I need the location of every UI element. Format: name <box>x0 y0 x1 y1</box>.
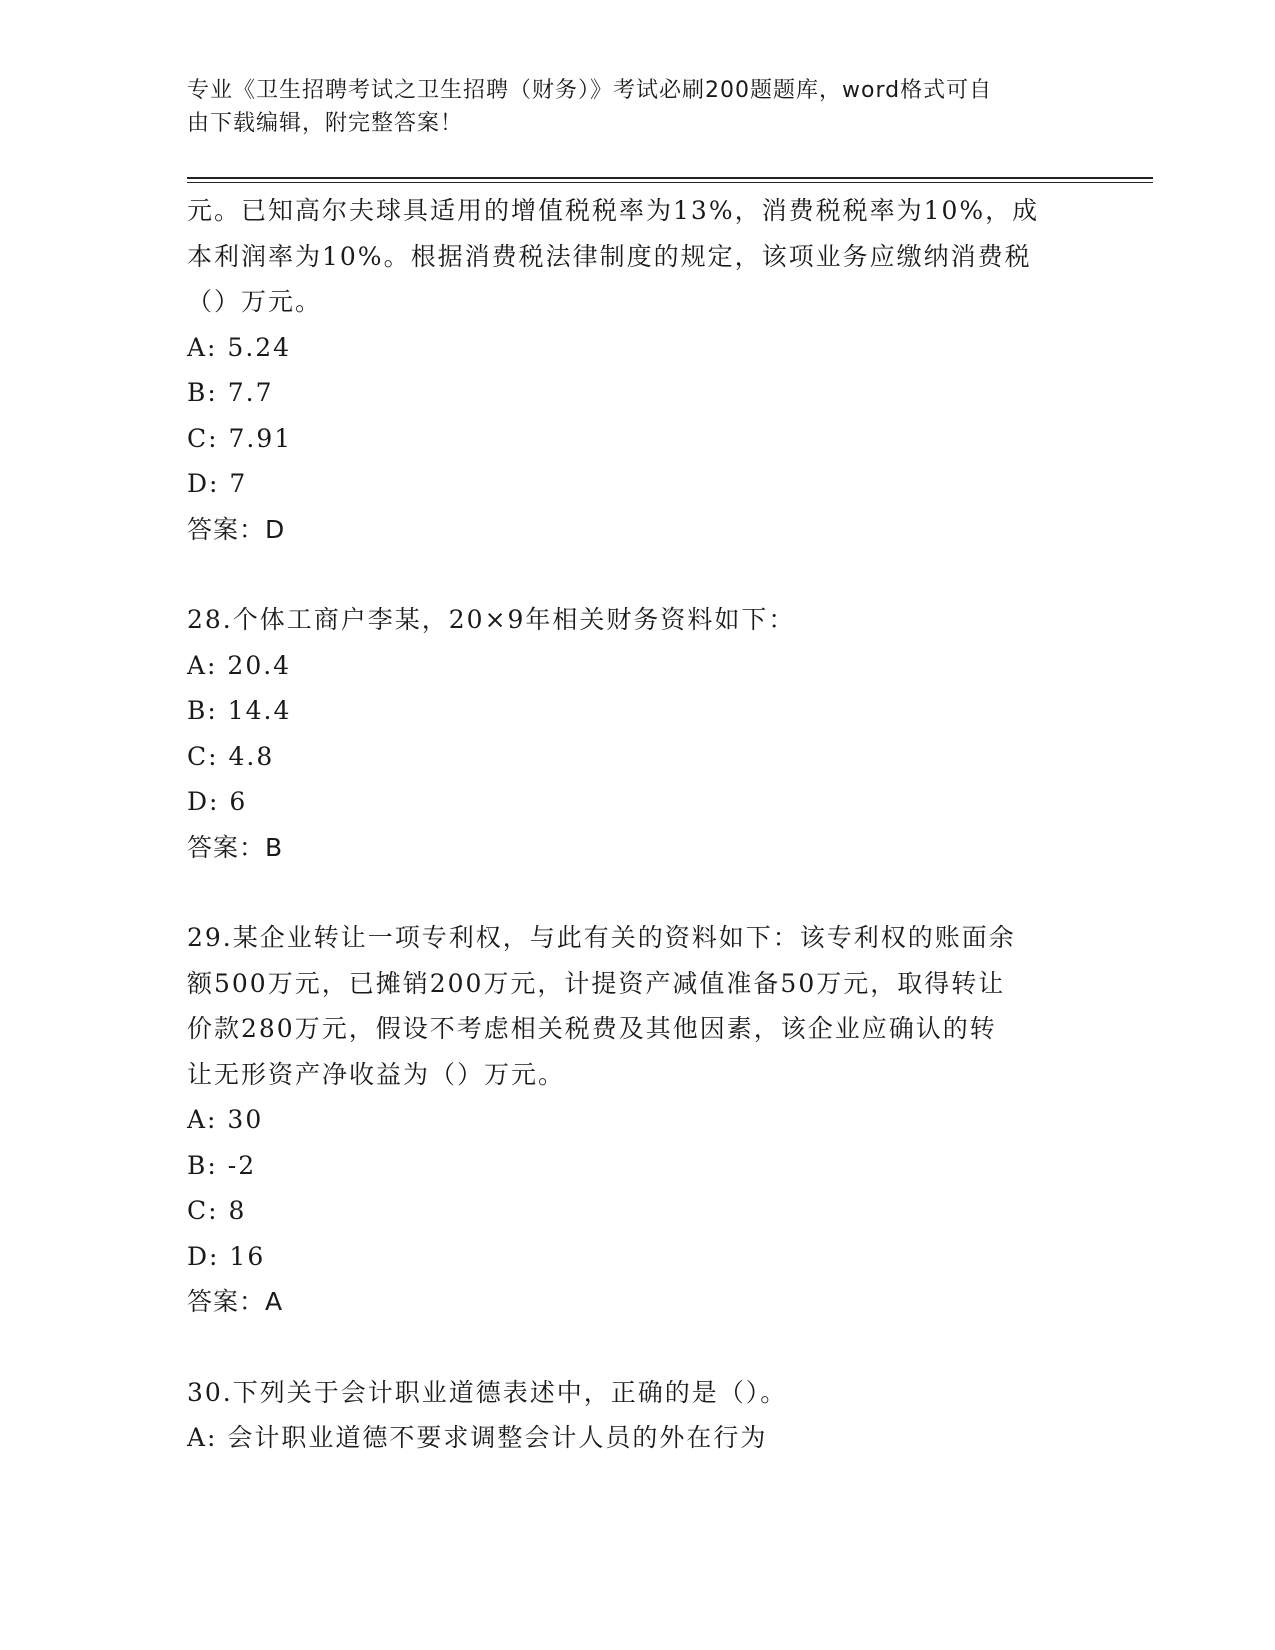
question-text-line: 30.下列关于会计职业道德表述中，正确的是（）。 <box>187 1377 788 1407</box>
question-content <box>187 188 1087 1461</box>
header-rule-thick <box>187 177 1153 179</box>
option-a: A: 20.4 <box>187 650 292 680</box>
header-line-1: 专业《卫生招聘考试之卫生招聘（财务）》考试必刷200题题库，word格式可自 <box>187 78 993 103</box>
option-c: C: 8 <box>187 1196 247 1225</box>
document-header <box>187 74 1077 140</box>
option-d: D: 6 <box>187 787 248 816</box>
option-a: A: 5.24 <box>187 332 292 362</box>
question-27 <box>187 188 1087 552</box>
question-text-line: （）万元。 <box>187 287 323 316</box>
option-b: B: 7.7 <box>187 378 274 407</box>
question-28 <box>187 597 1087 870</box>
question-text-line: 28.个体工商户李某，20×9年相关财务资料如下： <box>187 605 796 634</box>
answer: 答案：A <box>187 1287 284 1316</box>
question-text-line: 额500万元，已摊销200万元，计提资产减值准备50万元，取得转让 <box>187 968 1006 998</box>
question-text-line: 元。已知高尔夫球具适用的增值税税率为13%，消费税税率为10%，成 <box>187 196 1040 225</box>
header-rule-thin <box>187 182 1153 183</box>
option-c: C: 4.8 <box>187 741 275 771</box>
option-b: B: -2 <box>187 1150 257 1180</box>
header-line-2: 由下载编辑，附完整答案！ <box>187 111 464 136</box>
question-30 <box>187 1370 1087 1461</box>
answer: 答案：B <box>187 832 284 862</box>
question-text-line: 价款280万元，假设不考虑相关税费及其他因素，该企业应确认的转 <box>187 1014 997 1043</box>
option-d: D: 7 <box>187 469 248 498</box>
option-c: C: 7.91 <box>187 423 293 453</box>
answer: 答案：D <box>187 514 286 544</box>
question-text-line: 29.某企业转让一项专利权，与此有关的资料如下：该专利权的账面余 <box>187 923 1016 952</box>
question-text-line: 让无形资产净收益为（）万元。 <box>187 1059 566 1089</box>
option-b: B: 14.4 <box>187 696 292 725</box>
question-text-line: 本利润率为10%。根据消费税法律制度的规定，该项业务应缴纳消费税 <box>187 241 1032 271</box>
question-29 <box>187 915 1087 1325</box>
option-a: A: 会计职业道德不要求调整会计人员的外在行为 <box>187 1423 768 1452</box>
option-d: D: 16 <box>187 1241 266 1271</box>
option-a: A: 30 <box>187 1105 264 1134</box>
